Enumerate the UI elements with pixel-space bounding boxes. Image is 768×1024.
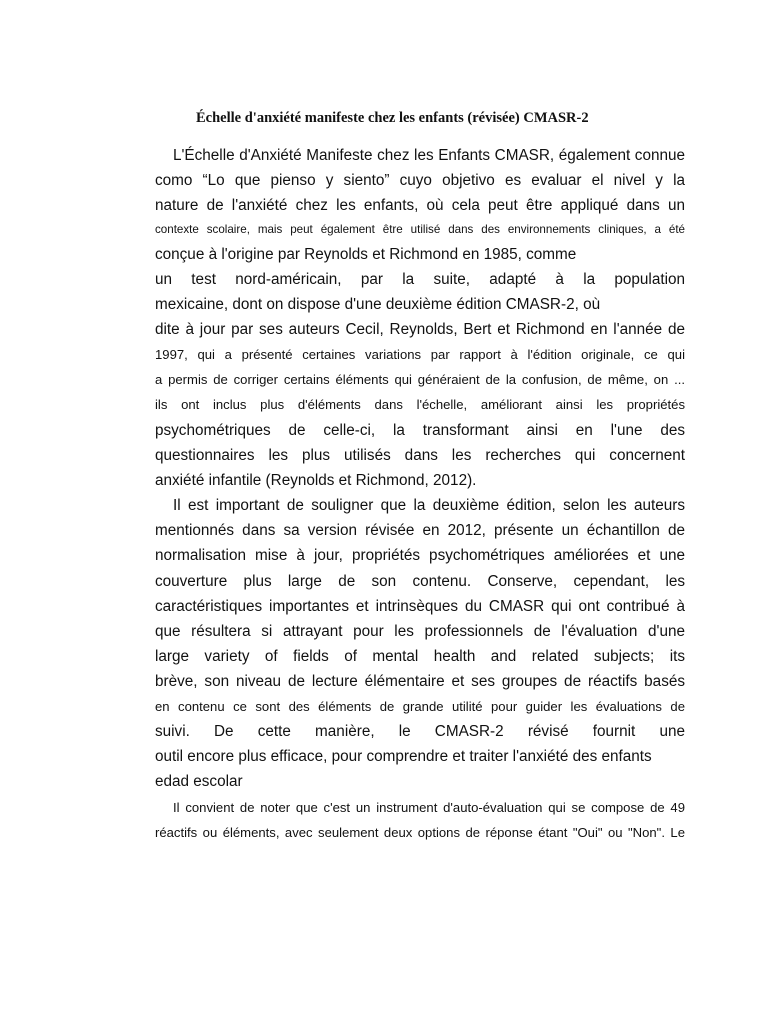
text-line: conçue à l'origine par Reynolds et Richmond en 1985, comme	[155, 246, 577, 263]
text-line: 1997, qui a présenté certaines variations par rapport à l'édition originale, ce qui	[155, 347, 685, 362]
text-line: mexicaine, dont on dispose d'une deuxième édition CMASR-2, où	[155, 296, 601, 313]
text-line: outil encore plus efficace, pour comprendre et traiter l'anxiété des enfants	[155, 748, 652, 765]
text-line: brève, son niveau de lecture élémentaire et ses groupes de réactifs basés	[155, 673, 685, 690]
text-line: normalisation mise à jour, propriétés psychométriques améliorées et une	[155, 547, 685, 564]
text-line: a permis de corriger certains éléments qui généraient de la confusion, de même, on ...	[155, 372, 685, 387]
text-line: contexte scolaire, mais peut également être utilisé dans des environnements cliniques, a été	[155, 223, 685, 236]
text-line: que résultera si attrayant pour les professionnels de l'évaluation d'une	[155, 623, 685, 640]
text-line: anxiété infantile (Reynolds et Richmond, 2012).	[155, 472, 477, 489]
text-line: caractéristiques importantes et intrinsèques du CMASR qui ont contribué à	[155, 598, 685, 615]
text-line: suivi. De cette manière, le CMASR-2 révisé fournit une	[155, 723, 685, 740]
text-line: couverture plus large de son contenu. Conserve, cependant, les	[155, 573, 685, 590]
text-line: un test nord-américain, par la suite, adapté à la population	[155, 271, 685, 288]
text-line: nature de l'anxiété chez les enfants, où cela peut être appliqué dans un	[155, 197, 685, 214]
text-line: L'Échelle d'Anxiété Manifeste chez les Enfants CMASR, également connue	[173, 147, 685, 164]
text-line: en contenu ce sont des éléments de grande utilité pour guider les évaluations de	[155, 699, 685, 714]
text-line: como “Lo que pienso y siento” cuyo objetivo es evaluar el nivel y la	[155, 172, 685, 189]
text-line: questionnaires les plus utilisés dans les recherches qui concernent	[155, 447, 685, 464]
text-line: edad escolar	[155, 773, 243, 790]
text-line: psychométriques de celle-ci, la transformant ainsi en l'une des	[155, 422, 685, 439]
text-line: mentionnés dans sa version révisée en 2012, présente un échantillon de	[155, 522, 685, 539]
text-line: réactifs ou éléments, avec seulement deux options de réponse étant "Oui" ou "Non". Le	[155, 825, 685, 840]
document-title: Échelle d'anxiété manifeste chez les enfants (révisée) CMASR-2	[196, 110, 589, 126]
text-line: Il convient de noter que c'est un instrument d'auto-évaluation qui se compose de 49	[173, 800, 685, 815]
text-line: Il est important de souligner que la deuxième édition, selon les auteurs	[173, 497, 685, 514]
text-line: ils ont inclus plus d'éléments dans l'échelle, améliorant ainsi les propriétés	[155, 397, 685, 412]
text-line: dite à jour par ses auteurs Cecil, Reynolds, Bert et Richmond en l'année de	[155, 321, 685, 338]
text-line: large variety of fields of mental health and related subjects; its	[155, 648, 685, 665]
